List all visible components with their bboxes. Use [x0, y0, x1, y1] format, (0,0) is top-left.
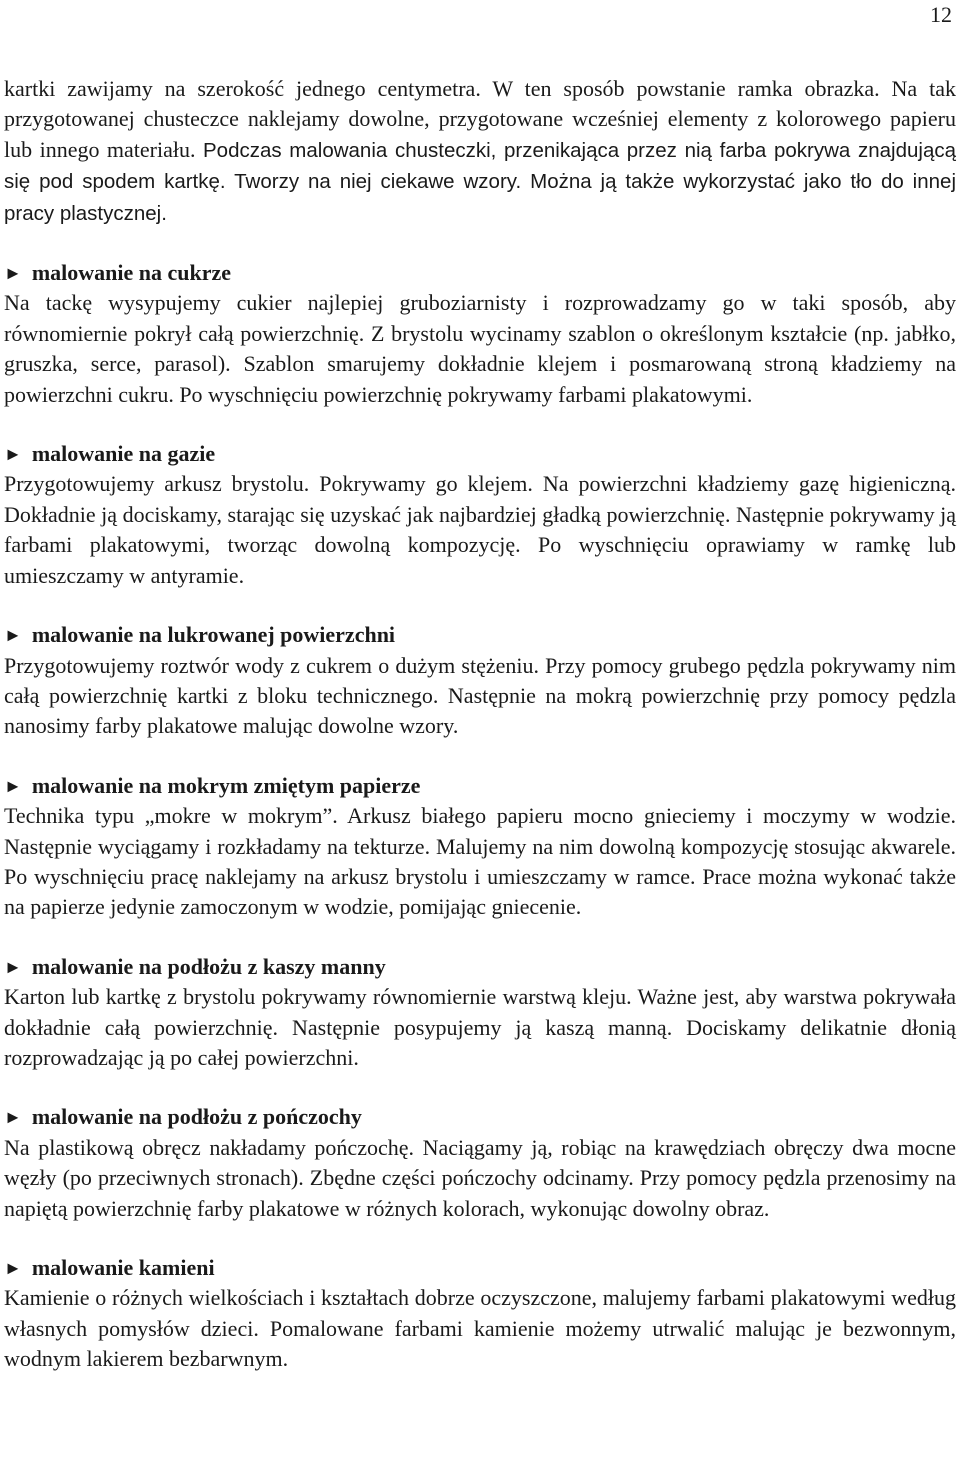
section-body: Technika typu „mokre w mokrym”. Arkusz białego papieru mocno gnieciemy i moczymy w wodzie. Następnie wyciągamy i rozkładamy na tekturze. Malujemy na nim dowolną kompozycję stosując akwarele. Po wyschnięciu pracę naklejamy na arkusz brystolu i umieszczamy w ramce. Prace można wykonać także na papierze jedynie zamoczonym w wodzie, pomijając gniecenie. [4, 803, 956, 920]
section-heading [4, 1253, 956, 1283]
section-title: malowanie na podłożu z kaszy manny [31, 953, 386, 979]
section-title: malowanie na lukrowanej powierzchni [31, 622, 396, 648]
section-ponczocha [4, 1102, 956, 1224]
arrow-right-icon: ► [4, 625, 22, 646]
arrow-right-icon: ► [4, 1107, 22, 1128]
intro-sans-text: Podczas malowania chusteczki, przenikająca przez nią farba pokrywa znajdującą się pod spodem kartkę. Tworzy na niej ciekawe wzory. Można ją także wykorzystać jako tło do innej pracy plastycznej. [4, 138, 957, 225]
section-body: Przygotowujemy roztwór wody z cukrem o dużym stężeniu. Przy pomocy grubego pędzla pokrywamy nim całą powierzchnię kartki z bloku technicznego. Następnie na mokrą powierzchnię przy pomocy pędzla nanosimy farby plakatowe malując dowolne wzory. [4, 652, 956, 739]
section-title: malowanie na podłożu z pończochy [31, 1104, 362, 1130]
section-lukrowana [4, 620, 956, 742]
arrow-right-icon: ► [4, 444, 22, 465]
section-heading [4, 1102, 956, 1132]
section-body: Na plastikową obręcz nakładamy pończochę. Naciągamy ją, robiąc na krawędziach obręczy dwa mocne węzły (po przeciwnych stronach). Zbędne części pończochy odcinamy. Przy pomocy pędzla przenosimy na napiętą powierzchnię farby plakatowe w różnych kolorach, wykonując dowolny obraz. [4, 1134, 956, 1221]
intro-paragraph [4, 74, 956, 229]
section-title: malowanie na cukrze [31, 260, 232, 286]
arrow-right-icon: ► [4, 775, 22, 796]
section-kasza-manna [4, 952, 956, 1074]
section-heading [4, 258, 956, 288]
section-body: Przygotowujemy arkusz brystolu. Pokrywamy go klejem. Na powierzchni kładziemy gazę higieniczną. Dokładnie ją dociskamy, starając się uzyskać jak najbardziej gładką powierzchnię. Następnie pokrywamy ją farbami plakatowymi, tworząc dowolną kompozycję. Po wyschnięciu oprawiamy w ramkę lub umieszczamy w antyramie. [4, 471, 956, 588]
section-title: malowanie kamieni [31, 1255, 215, 1280]
document-body [4, 74, 956, 1375]
section-body: Kamienie o różnych wielkościach i kształtach dobrze oczyszczone, malujemy farbami plakatowymi według własnych pomysłów dzieci. Pomalowane farbami kamienie możemy utrwalić malując je bezwonnym, wodnym lakierem bezbarwnym. [4, 1285, 956, 1372]
section-title: malowanie na mokrym zmiętym papierze [31, 772, 421, 798]
intro-serif-text: kartki zawijamy na szerokość jednego centymetra. W ten sposób powstanie ramka obrazka. Na tak przygotowanej chusteczce naklejamy dowolne, przygotowane wcześniej elementy z kolorowego papieru lub innego materiału. [4, 76, 956, 162]
arrow-right-icon: ► [4, 956, 22, 977]
section-heading [4, 620, 956, 650]
section-title: malowanie na gazie [31, 441, 216, 467]
section-body: Karton lub kartkę z brystolu pokrywamy równomiernie warstwą kleju. Ważne jest, aby warstwa pokrywała dokładnie całą powierzchnię. Następnie posypujemy ją kaszą manną. Dociskamy delikatnie dłonią rozprowadzając ją po całej powierzchni. [4, 984, 956, 1070]
section-heading [4, 771, 956, 801]
section-body: Na tackę wysypujemy cukier najlepiej gruboziarnisty i rozprowadzamy go w taki sposób, aby równomiernie pokrył całą powierzchnię. Z brystolu wycinamy szablon o określonym kształcie (np. jabłko, gruszka, serce, parasol). Szablon smarujemy dokładnie klejem i posmarowaną stroną kładziemy na powierzchni cukru. Po wyschnięciu powierzchnię pokrywamy farbami plakatowymi. [4, 290, 956, 407]
arrow-right-icon: ► [4, 263, 22, 284]
section-cukier [4, 258, 956, 410]
section-heading [4, 439, 956, 469]
section-gaza [4, 439, 956, 591]
section-mokry-papier [4, 771, 956, 923]
section-heading [4, 952, 956, 982]
page-number: 12 [930, 2, 952, 27]
section-kamienie [4, 1253, 956, 1375]
arrow-right-icon: ► [4, 1258, 22, 1278]
